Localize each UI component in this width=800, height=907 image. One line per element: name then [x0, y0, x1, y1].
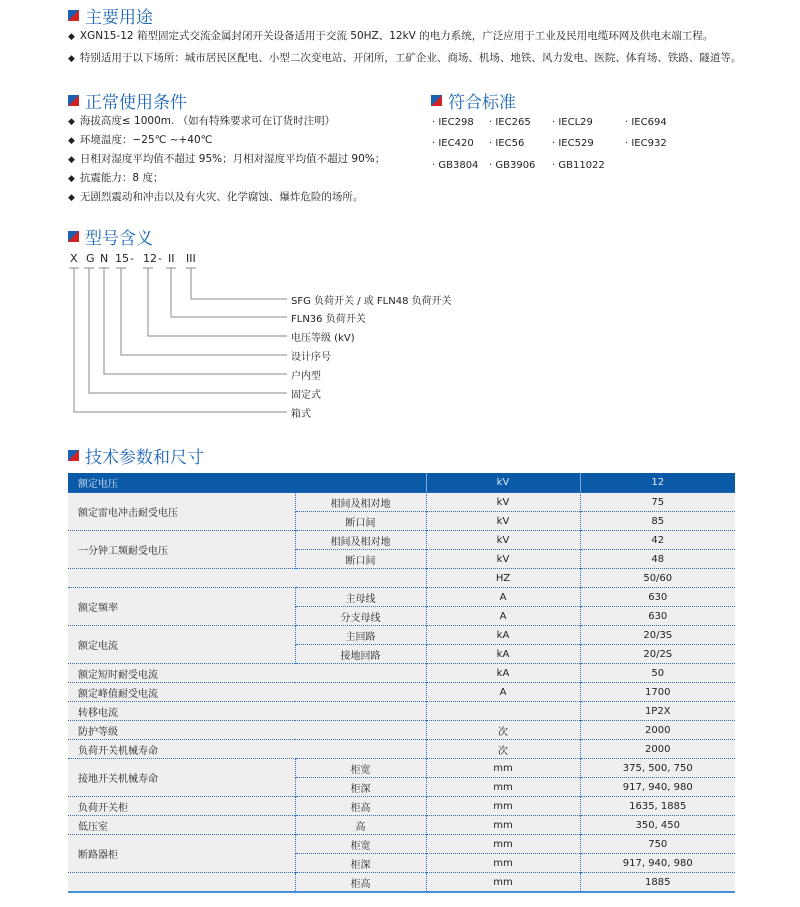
cell-unit: kA — [426, 664, 580, 683]
cell-name: 额定频率 — [68, 588, 295, 626]
cell-value: 1700 — [580, 683, 735, 702]
header-value: 12 — [580, 473, 735, 493]
model-code-part: X — [70, 252, 78, 265]
condition-bullet: ◆ 抗震能力：8 度； — [68, 170, 163, 185]
usage-bullet: ◆ 特别适用于以下场所：城市居民区配电、小型二次变电站、开闭所，工矿企业、商场、机场、地铁、风力发电、医院、体育场、铁路、隧道等。 — [68, 50, 741, 65]
condition-bullet: ◆ 日相对湿度平均值不超过 95%；月相对湿度平均值不超过 90%； — [68, 151, 385, 166]
table-row — [68, 835, 735, 854]
model-code-part: G — [86, 252, 95, 265]
cell-value: 42 — [580, 531, 735, 550]
model-connector-line — [191, 268, 287, 299]
cell-unit: A — [426, 588, 580, 607]
heading-text: 主要用途 — [85, 8, 153, 28]
cell-sub: 分支母线 — [295, 607, 426, 626]
cell-unit: kV — [426, 550, 580, 569]
cell-value: 20/2S — [580, 645, 735, 664]
heading-text: 符合标准 — [448, 93, 516, 113]
heading-usage — [68, 3, 153, 28]
cell-name: 负荷开关柜 — [68, 797, 295, 816]
cell-unit: kA — [426, 645, 580, 664]
model-label: 设计序号 — [291, 352, 331, 363]
table-row — [68, 664, 735, 683]
cell-unit: mm — [426, 873, 580, 893]
model-code-part: - — [158, 252, 162, 265]
cell-value: 917, 940, 980 — [580, 854, 735, 873]
cell-sub: 断口间 — [295, 512, 426, 531]
cell-unit: A — [426, 683, 580, 702]
heading-conditions — [68, 88, 187, 113]
table-header-row — [68, 473, 735, 493]
cell-value: 48 — [580, 550, 735, 569]
header-unit: kV — [426, 473, 580, 493]
model-code-part: III — [186, 252, 196, 265]
heading-specs — [68, 443, 204, 468]
cell-value: 50 — [580, 664, 735, 683]
cell-unit: HZ — [426, 569, 580, 588]
cell-value: 1885 — [580, 873, 735, 893]
cell-unit — [426, 702, 580, 721]
table-row — [68, 816, 735, 835]
table-row — [68, 759, 735, 778]
cell-value: 85 — [580, 512, 735, 531]
cell-unit: kV — [426, 531, 580, 550]
heading-text: 技术参数和尺寸 — [85, 448, 204, 468]
cell-name: 防护等级 — [68, 721, 426, 740]
cell-sub: 柜高 — [295, 873, 426, 893]
section-flag-icon — [68, 10, 79, 21]
cell-unit: kV — [426, 512, 580, 531]
model-label: 箱式 — [291, 409, 311, 420]
heading-model — [68, 224, 153, 249]
standard-item: · IEC529 — [552, 138, 594, 149]
table-row — [68, 626, 735, 645]
heading-standards — [431, 88, 516, 113]
cell-unit: mm — [426, 816, 580, 835]
condition-bullet: ◆ 环境温度：−25℃ ~+40℃ — [68, 132, 212, 147]
model-code-part: 12 — [143, 252, 157, 265]
cell-value: 1635, 1885 — [580, 797, 735, 816]
cell-name: 接地开关机械寿命 — [68, 759, 295, 797]
model-code-part: N — [100, 252, 109, 265]
standard-item: · GB3804 — [432, 160, 478, 171]
model-connector-line — [148, 268, 287, 336]
cell-sub: 柜宽 — [295, 835, 426, 854]
cell-name: 额定电流 — [68, 626, 295, 664]
specs-table — [68, 473, 735, 893]
cell-name: 额定短时耐受电流 — [68, 664, 426, 683]
model-code-part: 15 — [115, 252, 129, 265]
cell-name — [68, 873, 295, 893]
section-flag-icon — [68, 450, 79, 461]
cell-name: 断路器柜 — [68, 835, 295, 873]
model-connector-line — [74, 268, 287, 412]
cell-unit: mm — [426, 835, 580, 854]
cell-name: 额定雷电冲击耐受电压 — [68, 493, 295, 531]
cell-value: 2000 — [580, 740, 735, 759]
cell-name: 额定峰值耐受电流 — [68, 683, 426, 702]
cell-name: 转移电流 — [68, 702, 426, 721]
section-flag-icon — [431, 95, 442, 106]
cell-sub: 接地回路 — [295, 645, 426, 664]
cell-unit: 次 — [426, 721, 580, 740]
standard-item: · GB11022 — [552, 160, 605, 171]
cell-sub: 柜宽 — [295, 759, 426, 778]
cell-unit: 次 — [426, 740, 580, 759]
cell-sub: 高 — [295, 816, 426, 835]
heading-text: 型号含义 — [85, 229, 153, 249]
standard-item: · GB3906 — [489, 160, 535, 171]
standard-item: · IEC265 — [489, 117, 531, 128]
cell-sub: 断口间 — [295, 550, 426, 569]
cell-sub: 柜高 — [295, 797, 426, 816]
section-flag-icon — [68, 95, 79, 106]
section-flag-icon — [68, 231, 79, 242]
standard-item: · IEC694 — [625, 117, 667, 128]
cell-unit: kV — [426, 493, 580, 512]
model-connector-line — [121, 268, 287, 355]
cell-value: 375, 500, 750 — [580, 759, 735, 778]
table-row — [68, 531, 735, 550]
cell-unit: kA — [426, 626, 580, 645]
cell-value: 20/3S — [580, 626, 735, 645]
cell-sub: 相间及相对地 — [295, 493, 426, 512]
model-label: 户内型 — [291, 371, 321, 382]
cell-sub: 柜深 — [295, 854, 426, 873]
cell-value: 75 — [580, 493, 735, 512]
usage-bullet: ◆ XGN15-12 箱型固定式交流金属封闭开关设备适用于交流 50HZ、12kV 的电力系统，广泛应用于工业及民用电缆环网及供电末端工程。 — [68, 28, 713, 43]
model-code-part: - — [130, 252, 134, 265]
cell-value: 630 — [580, 607, 735, 626]
cell-unit: mm — [426, 778, 580, 797]
model-label: FLN36 负荷开关 — [291, 314, 366, 325]
cell-value: 2000 — [580, 721, 735, 740]
cell-unit: mm — [426, 759, 580, 778]
model-label: 固定式 — [291, 390, 321, 401]
cell-value: 1P2X — [580, 702, 735, 721]
header-name: 额定电压 — [68, 473, 426, 493]
standard-item: · IECL29 — [552, 117, 593, 128]
standard-item: · IEC56 — [489, 138, 524, 149]
cell-sub: 主母线 — [295, 588, 426, 607]
cell-value: 350, 450 — [580, 816, 735, 835]
cell-unit: A — [426, 607, 580, 626]
model-connector-line — [89, 268, 287, 393]
model-code-part: II — [168, 252, 175, 265]
table-row — [68, 493, 735, 512]
table-row — [68, 873, 735, 893]
cell-sub: 主回路 — [295, 626, 426, 645]
standard-item: · IEC420 — [432, 138, 474, 149]
cell-sub: 柜深 — [295, 778, 426, 797]
table-row — [68, 740, 735, 759]
cell-name — [68, 569, 426, 588]
cell-value: 917, 940, 980 — [580, 778, 735, 797]
cell-value: 630 — [580, 588, 735, 607]
cell-sub: 相间及相对地 — [295, 531, 426, 550]
table-row — [68, 797, 735, 816]
standard-item: · IEC932 — [625, 138, 667, 149]
model-connector-line — [171, 268, 287, 317]
table-row — [68, 569, 735, 588]
cell-unit: mm — [426, 797, 580, 816]
condition-bullet: ◆ 海拔高度≤ 1000m. （如有特殊要求可在订货时注明） — [68, 113, 335, 128]
cell-value: 50/60 — [580, 569, 735, 588]
model-label: SFG 负荷开关 / 或 FLN48 负荷开关 — [291, 296, 452, 307]
condition-bullet: ◆ 无剧烈震动和冲击以及有火灾、化学腐蚀、爆炸危险的场所。 — [68, 189, 363, 204]
cell-name: 低压室 — [68, 816, 295, 835]
table-row — [68, 721, 735, 740]
cell-name: 一分钟工频耐受电压 — [68, 531, 295, 569]
table-row — [68, 702, 735, 721]
cell-name: 负荷开关机械寿命 — [68, 740, 426, 759]
model-connector-line — [104, 268, 287, 374]
model-label: 电压等级 (kV) — [291, 333, 355, 344]
standard-item: · IEC298 — [432, 117, 474, 128]
table-row — [68, 588, 735, 607]
heading-text: 正常使用条件 — [85, 93, 187, 113]
cell-value: 750 — [580, 835, 735, 854]
table-row — [68, 683, 735, 702]
cell-unit: mm — [426, 854, 580, 873]
